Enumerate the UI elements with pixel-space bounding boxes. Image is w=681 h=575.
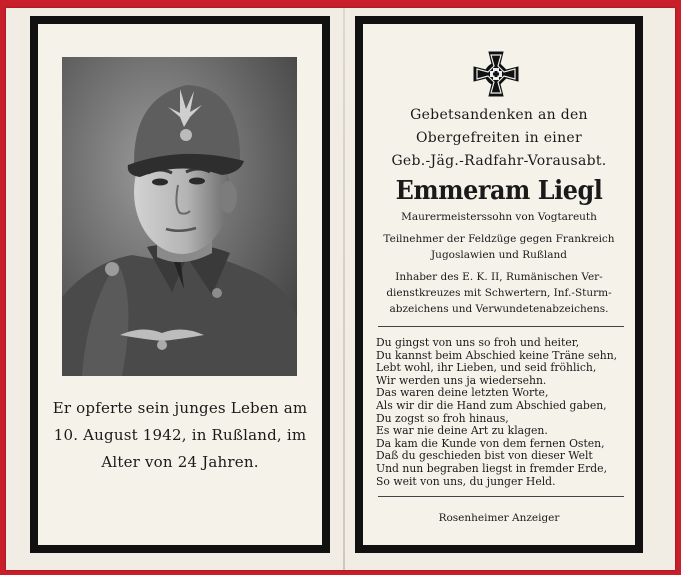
deceased-name: Emmeram Liegl (395, 176, 603, 206)
poem-line: Lebt wohl, ihr Lieben, und seid fröhlich, (376, 361, 597, 375)
caption-line-2: 10. August 1942, in Rußland, im (53, 426, 307, 444)
publisher-credit: Rosenheimer Anzeiger (438, 512, 560, 524)
divider-bottom (378, 496, 624, 497)
bio-line-1: Maurermeisterssohn von Vogtareuth (401, 211, 597, 223)
iron-cross-icon (472, 50, 520, 98)
bio-line-4: Inhaber des E. K. II, Rumänischen Ver- (395, 271, 603, 283)
caption-line-3: Alter von 24 Jahren. (101, 453, 259, 471)
death-caption (48, 395, 312, 476)
poem-line: Als wir dir die Hand zum Abschied gaben, (376, 398, 607, 412)
heading-line-3: Geb.-Jäg.-Radfahr-Vorausabt. (391, 153, 607, 169)
poem-line: Das waren deine letzten Worte, (376, 386, 549, 400)
poem-line: So weit von uns, du junger Held. (376, 474, 556, 488)
poem-line: Wir werden uns ja wiedersehn. (376, 373, 547, 387)
heading-line-2: Obergefreiten in einer (416, 130, 582, 146)
bio-line-6: abzeichens und Verwundetenabzeichens. (389, 303, 609, 315)
card-fold (343, 8, 345, 570)
poem-line: Du kannst beim Abschied keine Träne sehn, (376, 348, 618, 362)
soldier-portrait-photo (62, 57, 297, 376)
divider-top (378, 326, 624, 327)
portrait-illustration (62, 57, 297, 376)
poem-line: Daß du geschieden bist von dieser Welt (376, 449, 593, 463)
poem-line: Du zogst so froh hinaus, (376, 411, 509, 425)
bio-line-2: Teilnehmer der Feldzüge gegen Frankreich (383, 233, 615, 245)
bio-line-5: dienstkreuzes mit Schwertern, Inf.-Sturm- (386, 287, 612, 299)
poem-line: Du gingst von uns so froh und heiter, (376, 336, 580, 349)
caption-line-1: Er opferte sein junges Leben am (52, 399, 308, 417)
poem-line: Und nun begraben liegst in fremder Erde, (376, 461, 607, 475)
heading-line-1: Gebetsandenken an den (410, 107, 588, 123)
bio-line-3: Jugoslawien und Rußland (430, 249, 568, 261)
poem-line: Es war nie deine Art zu klagen. (376, 424, 548, 438)
poem (376, 337, 628, 488)
poem-line: Da kam die Kunde von dem fernen Osten, (376, 436, 605, 450)
